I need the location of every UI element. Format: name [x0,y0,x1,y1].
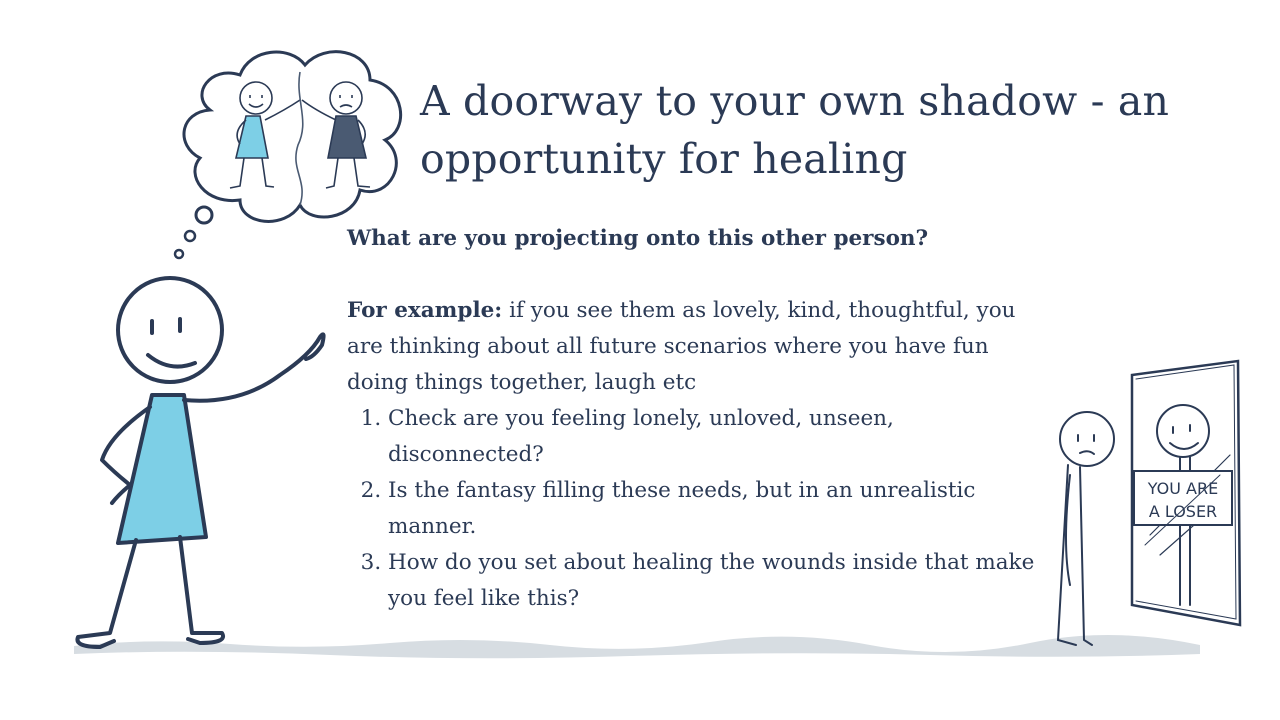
steps-list [347,401,1047,617]
example-text: if you see them as lovely, kind, thoughtful, you are thinking about all future scenarios where you have fun doing things together, laugh etc [347,298,1016,395]
example-label: For example: [347,298,503,323]
sign-line-1: YOU ARE [1147,479,1219,498]
list-item: 2. Is the fantasy filling these needs, but in an unrealistic manner. [388,473,1047,545]
mirror-scene [1040,355,1250,655]
example-paragraph [347,293,1047,401]
list-item: 3. How do you set about healing the wounds inside that make you feel like this? [388,545,1047,617]
question-heading: What are you projecting onto this other person? [347,226,929,251]
list-item: 1. Check are you feeling lonely, unloved, unseen, disconnected? [388,401,1047,473]
slide-title: A doorway to your own shadow - an opportunity for healing [420,77,1170,183]
sign-line-2: A LOSER [1148,502,1218,521]
waving-figure [70,275,340,655]
slide-body [347,221,1047,617]
